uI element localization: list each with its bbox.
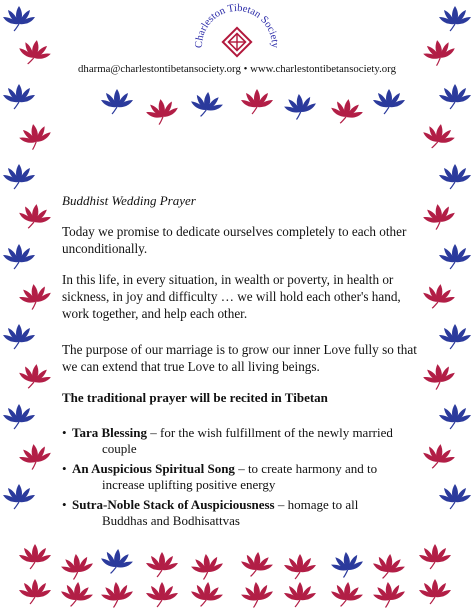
bullet: • (62, 497, 67, 512)
lotus-flower-icon (330, 95, 364, 125)
lotus-flower-icon (438, 400, 472, 430)
lotus-flower-icon (283, 90, 317, 120)
list-item-auspicious-song (62, 461, 430, 493)
lotus-flower-icon (190, 88, 224, 118)
lotus-flower-icon (2, 2, 36, 32)
lotus-flower-icon (2, 320, 36, 350)
lotus-flower-icon (438, 80, 472, 110)
lotus-flower-icon (60, 578, 94, 608)
endless-knot-icon (223, 28, 251, 56)
lotus-flower-icon (422, 36, 456, 66)
item-description: – to create harmony and to (238, 461, 378, 476)
lotus-flower-icon (372, 550, 406, 580)
item-continuation: couple (102, 441, 137, 456)
item-title: An Auspicious Spiritual Song (72, 461, 235, 476)
email-link[interactable]: dharma@charlestontibetansociety.org (78, 63, 241, 75)
paragraph-promise: Today we promise to dedicate ourselves completely to each other unconditionally. (62, 224, 407, 256)
lotus-flower-icon (60, 550, 94, 580)
item-continuation: increase uplifting positive energy (102, 477, 276, 492)
lotus-flower-icon (2, 400, 36, 430)
lotus-flower-icon (190, 578, 224, 608)
lotus-flower-icon (422, 120, 456, 150)
lotus-flower-icon (18, 200, 52, 230)
lotus-flower-icon (283, 578, 317, 608)
lotus-flower-icon (372, 578, 406, 608)
lotus-flower-icon (330, 548, 364, 578)
lotus-flower-icon (145, 95, 179, 125)
list-item-sutra-noble-stack (62, 497, 430, 529)
lotus-flower-icon (240, 548, 274, 578)
lotus-flower-icon (438, 160, 472, 190)
lotus-flower-icon (145, 548, 179, 578)
separator-dot: • (243, 63, 248, 75)
lotus-flower-icon (418, 540, 452, 570)
prayer-list (62, 425, 430, 533)
logo-text: Charleston Tibetan Society (193, 2, 281, 49)
lotus-flower-icon (438, 240, 472, 270)
bullet: • (62, 425, 67, 440)
lotus-flower-icon (18, 120, 52, 150)
traditional-prayer-heading: The traditional prayer will be recited in Tibetan (62, 390, 328, 405)
list-item-tara-blessing (62, 425, 430, 457)
prayer-title: Buddhist Wedding Prayer (62, 193, 196, 208)
lotus-flower-icon (438, 2, 472, 32)
item-title: Tara Blessing (72, 425, 148, 440)
lotus-flower-icon (18, 440, 52, 470)
website-link[interactable]: www.charlestontibetansociety.org (250, 63, 396, 75)
item-continuation: Buddhas and Bodhisattvas (102, 513, 240, 528)
item-description: – for the wish fulfillment of the newly married (150, 425, 393, 440)
lotus-flower-icon (145, 578, 179, 608)
lotus-flower-icon (100, 578, 134, 608)
lotus-flower-icon (240, 578, 274, 608)
lotus-flower-icon (18, 36, 52, 66)
bullet: • (62, 461, 67, 476)
lotus-flower-icon (240, 85, 274, 115)
lotus-flower-icon (190, 550, 224, 580)
lotus-flower-icon (283, 550, 317, 580)
society-logo (190, 2, 284, 66)
lotus-flower-icon (2, 240, 36, 270)
contact-line (0, 63, 474, 75)
lotus-flower-icon (438, 480, 472, 510)
lotus-flower-icon (330, 578, 364, 608)
lotus-flower-icon (2, 480, 36, 510)
lotus-flower-icon (372, 85, 406, 115)
lotus-flower-icon (2, 80, 36, 110)
lotus-flower-icon (100, 85, 134, 115)
lotus-flower-icon (418, 575, 452, 605)
lotus-flower-icon (18, 575, 52, 605)
lotus-flower-icon (438, 320, 472, 350)
lotus-flower-icon (2, 160, 36, 190)
lotus-flower-icon (18, 280, 52, 310)
item-title: Sutra-Noble Stack of Auspiciousness (72, 497, 275, 512)
lotus-flower-icon (18, 540, 52, 570)
paragraph-vows: In this life, in every situation, in wealth or poverty, in health or sickness, in joy and difficulty … we will hold each other's hand, work together, and help each other. (62, 272, 401, 321)
paragraph-purpose: The purpose of our marriage is to grow our inner Love fully so that we can extend that true Love to all living beings. (62, 342, 417, 374)
item-description: – homage to all (277, 497, 359, 512)
lotus-flower-icon (100, 545, 134, 575)
lotus-flower-icon (18, 360, 52, 390)
